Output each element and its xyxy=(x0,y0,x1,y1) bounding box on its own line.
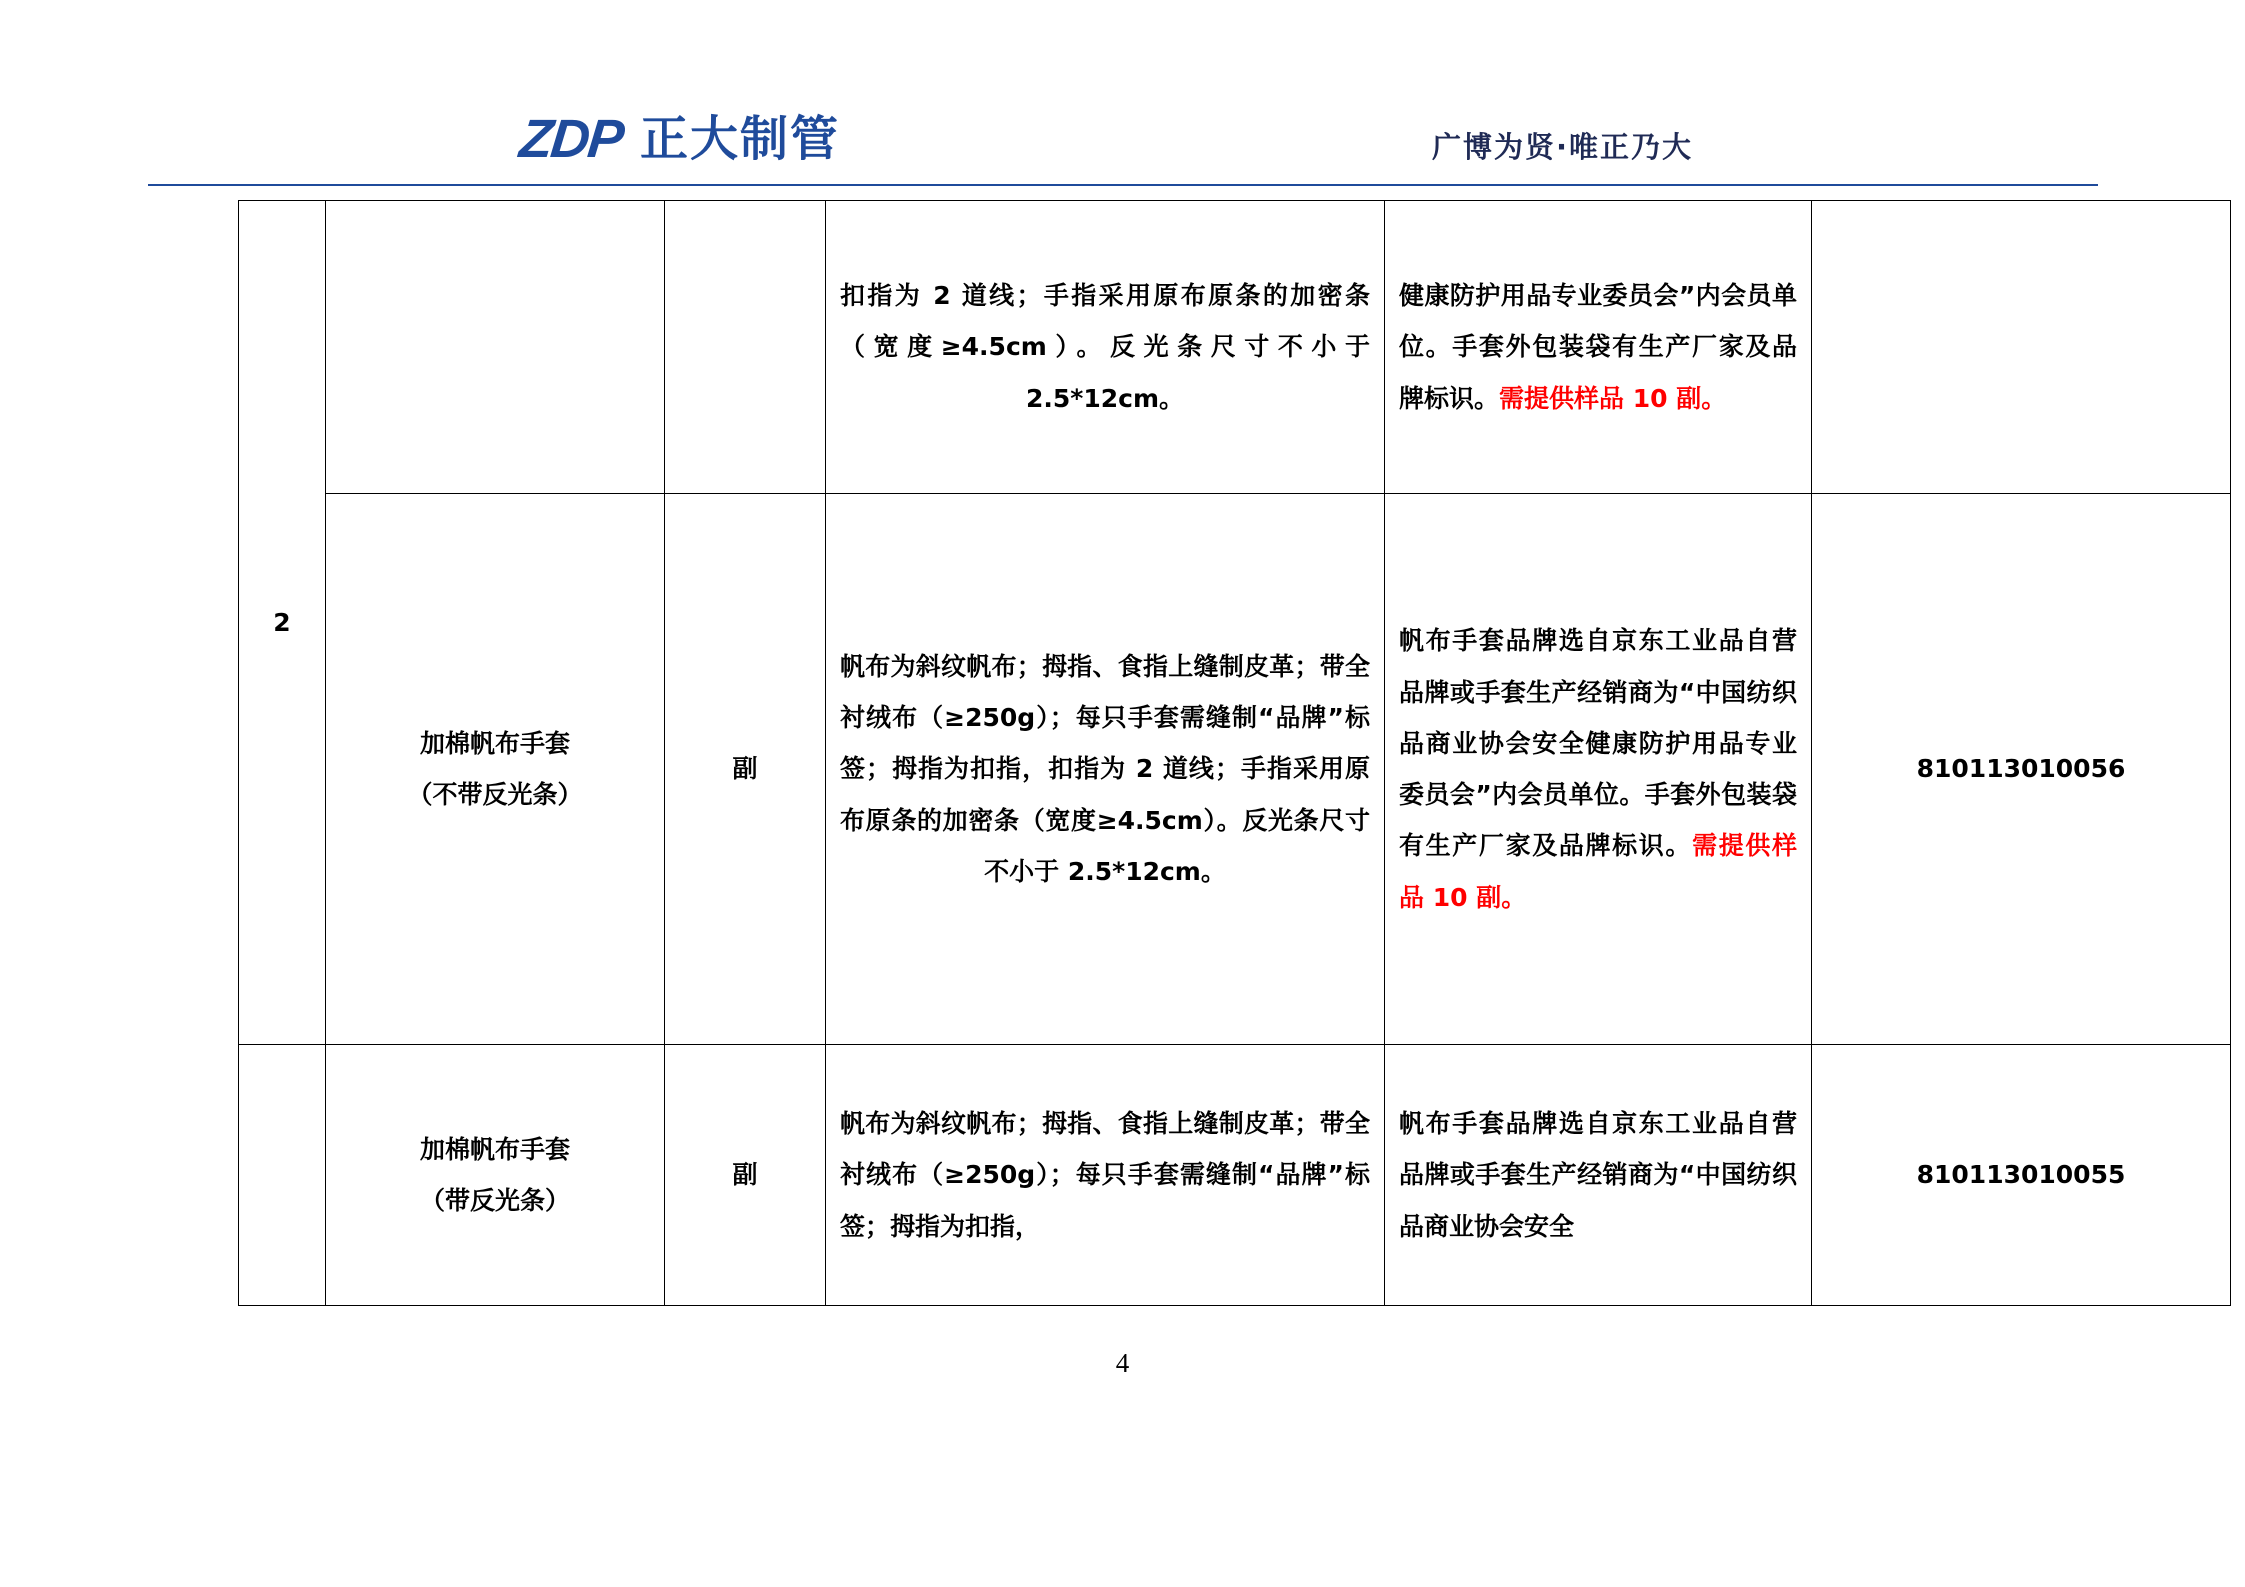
table-row xyxy=(239,201,2231,494)
page-header xyxy=(0,0,2245,186)
header-divider xyxy=(148,184,2098,186)
cell-specification: 帆布为斜纹帆布；拇指、食指上缝制皮革；带全衬绒布（≥250g）；每只手套需缝制“品牌”标签；拇指为扣指，扣指为 2 道线；手指采用原布原条的加密条（宽度≥4.5cm）。反光条尺寸不小于 2.5*12cm。 xyxy=(826,494,1385,1045)
cell-item-number: 2 xyxy=(239,201,326,1045)
specification-table xyxy=(238,200,2231,1306)
brand-text: 帆布手套品牌选自京东工业品自营品牌或手套生产经销商为“中国纺织品商业协会安全健康防护用品专业委员会”内会员单位。手套外包装袋有生产厂家及品牌标识。 xyxy=(1399,626,1797,861)
cell-product-code: 810113010055 xyxy=(1812,1045,2231,1306)
logo-mark-zdp xyxy=(516,109,626,169)
logo-company-name: 正大制管 xyxy=(640,111,841,167)
table-row xyxy=(239,494,2231,1045)
item-name-line-1: 加棉帆布手套 xyxy=(419,728,570,758)
cell-item-name xyxy=(326,1045,665,1306)
cell-specification: 扣指为 2 道线；手指采用原布原条的加密条（宽度≥4.5cm）。反光条尺寸不小于 2.5*12cm。 xyxy=(826,201,1385,494)
table-row xyxy=(239,1045,2231,1306)
cell-specification: 帆布为斜纹帆布；拇指、食指上缝制皮革；带全衬绒布（≥250g）；每只手套需缝制“品牌”标签；拇指为扣指， xyxy=(826,1045,1385,1306)
logo-letter-z: Z xyxy=(516,109,555,169)
cell-item-number xyxy=(239,1045,326,1306)
item-name-line-1: 加棉帆布手套 xyxy=(419,1134,570,1164)
brand-sample-note: 需提供样品 10 副。 xyxy=(1499,383,1727,413)
cell-unit xyxy=(665,201,826,494)
brand-text: 健康防护用品专业委员会”内会员单位。手套外包装袋有生产厂家及品牌标识。 xyxy=(1399,281,1797,413)
cell-unit: 副 xyxy=(665,494,826,1045)
cell-brand-requirement: 帆布手套品牌选自京东工业品自营品牌或手套生产经销商为“中国纺织品商业协会安全 xyxy=(1385,1045,1812,1306)
cell-product-code: 810113010056 xyxy=(1812,494,2231,1045)
cell-item-name xyxy=(326,201,665,494)
logo-letter-p: P xyxy=(584,109,626,169)
cell-brand-requirement xyxy=(1385,494,1812,1045)
page-number: 4 xyxy=(1115,1348,1130,1378)
logo-letter-d: D xyxy=(547,109,592,169)
item-name-line-2: （不带反光条） xyxy=(407,780,583,809)
cell-unit: 副 xyxy=(665,1045,826,1306)
cell-brand-requirement xyxy=(1385,201,1812,494)
cell-item-name xyxy=(326,494,665,1045)
cell-product-code xyxy=(1812,201,2231,494)
company-slogan: 广博为贤·唯正乃大 xyxy=(1432,130,1694,164)
brand-sample-note: 需提供样品 10 副。 xyxy=(1399,831,1797,912)
item-name-line-2: （带反光条） xyxy=(419,1186,570,1215)
company-logo xyxy=(516,109,841,169)
